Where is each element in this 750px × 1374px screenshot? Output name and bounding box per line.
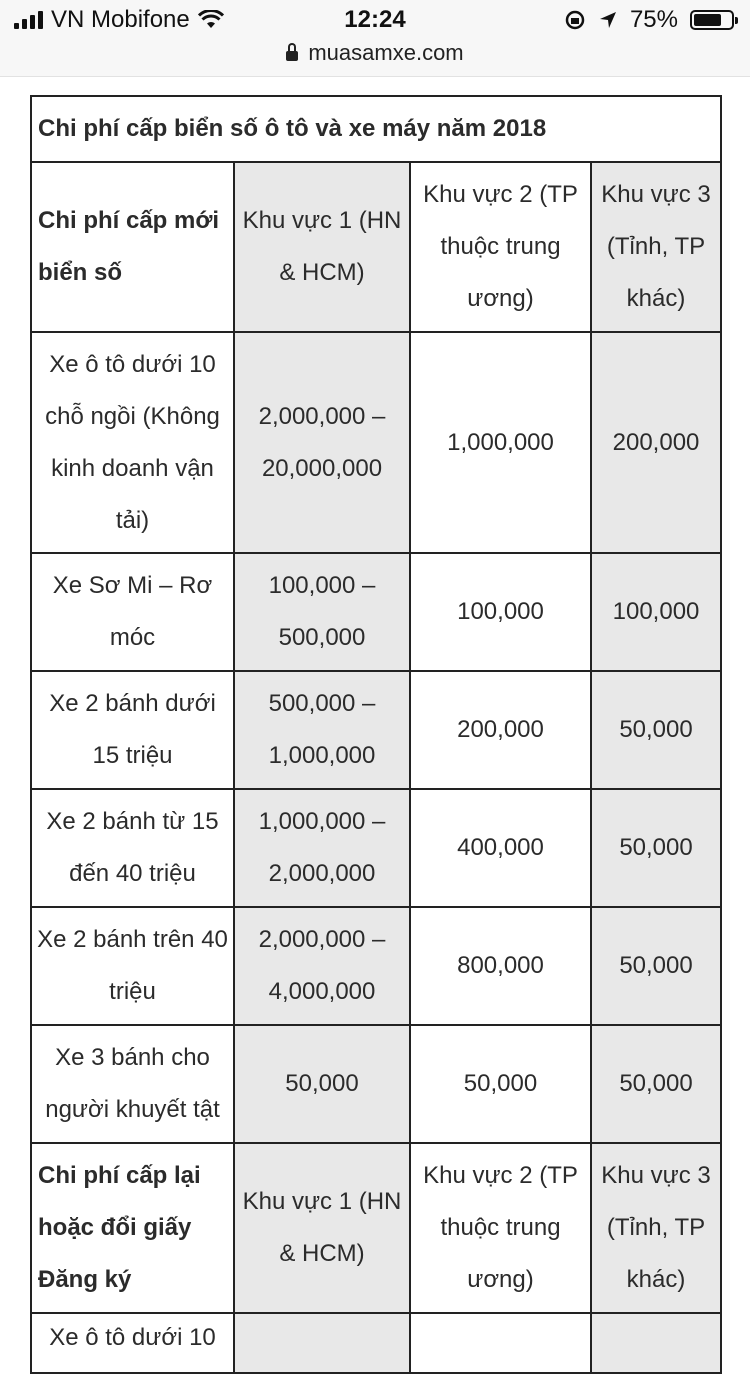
- row-kv2: [410, 1313, 591, 1373]
- row-label: Xe 2 bánh dưới 15 triệu: [31, 671, 234, 789]
- row-kv1: 2,000,000 – 4,000,000: [234, 907, 410, 1025]
- table-row: [31, 332, 721, 553]
- lock-icon: [286, 51, 298, 61]
- row-kv3: 50,000: [591, 907, 721, 1025]
- section2-header-row: [31, 1143, 721, 1313]
- section1-header: Chi phí cấp mới biển số: [31, 162, 234, 332]
- table-row: [31, 553, 721, 671]
- table-row-partial: [31, 1313, 721, 1373]
- row-kv1: 50,000: [234, 1025, 410, 1143]
- row-kv2: 1,000,000: [410, 332, 591, 553]
- row-kv3: 50,000: [591, 671, 721, 789]
- row-label: Xe 2 bánh từ 15 đến 40 triệu: [31, 789, 234, 907]
- row-kv2: 200,000: [410, 671, 591, 789]
- row-kv2: 400,000: [410, 789, 591, 907]
- row-kv2: 800,000: [410, 907, 591, 1025]
- table-row: [31, 907, 721, 1025]
- row-kv3: 100,000: [591, 553, 721, 671]
- section2-col-kv1: Khu vực 1 (HN & HCM): [234, 1143, 410, 1313]
- section2-header: Chi phí cấp lại hoặc đổi giấy Đăng ký: [31, 1143, 234, 1313]
- battery-percent: 75%: [629, 6, 678, 33]
- table-title: Chi phí cấp biển số ô tô và xe máy năm 2018: [31, 96, 721, 162]
- rotation-lock-icon: [564, 9, 586, 31]
- url-text[interactable]: muasamxe.com: [308, 40, 464, 65]
- row-kv3: [591, 1313, 721, 1373]
- row-label: Xe ô tô dưới 10: [31, 1313, 234, 1373]
- section1-col-kv1: Khu vực 1 (HN & HCM): [234, 162, 410, 332]
- location-arrow-icon: [598, 10, 618, 30]
- row-kv2: 50,000: [410, 1025, 591, 1143]
- row-kv3: 50,000: [591, 789, 721, 907]
- section1-header-row: [31, 162, 721, 332]
- row-label: Xe 3 bánh cho người khuyết tật: [31, 1025, 234, 1143]
- status-icons: [564, 6, 734, 34]
- row-kv1: 1,000,000 – 2,000,000: [234, 789, 410, 907]
- table-row: [31, 671, 721, 789]
- section1-col-kv3: Khu vực 3 (Tỉnh, TP khác): [591, 162, 721, 332]
- table-row: [31, 789, 721, 907]
- row-label: Xe Sơ Mi – Rơ móc: [31, 553, 234, 671]
- row-kv1: 2,000,000 – 20,000,000: [234, 332, 410, 553]
- row-label: Xe 2 bánh trên 40 triệu: [31, 907, 234, 1025]
- row-kv3: 200,000: [591, 332, 721, 553]
- clock: 12:24: [344, 6, 406, 33]
- section2-col-kv3: Khu vực 3 (Tỉnh, TP khác): [591, 1143, 721, 1313]
- fee-table: [30, 95, 722, 1374]
- row-kv1: 100,000 – 500,000: [234, 553, 410, 671]
- row-kv1: [234, 1313, 410, 1373]
- carrier-name: VN Mobifone: [51, 6, 190, 33]
- status-bar: [0, 0, 750, 77]
- row-kv2: 100,000: [410, 553, 591, 671]
- row-kv1: 500,000 – 1,000,000: [234, 671, 410, 789]
- battery-fill: [694, 14, 721, 26]
- table-row: [31, 1025, 721, 1143]
- row-kv3: 50,000: [591, 1025, 721, 1143]
- row-label: Xe ô tô dưới 10 chỗ ngồi (Không kinh doanh vận tải): [31, 332, 234, 553]
- battery-icon: [690, 10, 734, 30]
- address-bar[interactable]: [0, 40, 750, 66]
- section1-col-kv2: Khu vực 2 (TP thuộc trung ương): [410, 162, 591, 332]
- section2-col-kv2: Khu vực 2 (TP thuộc trung ương): [410, 1143, 591, 1313]
